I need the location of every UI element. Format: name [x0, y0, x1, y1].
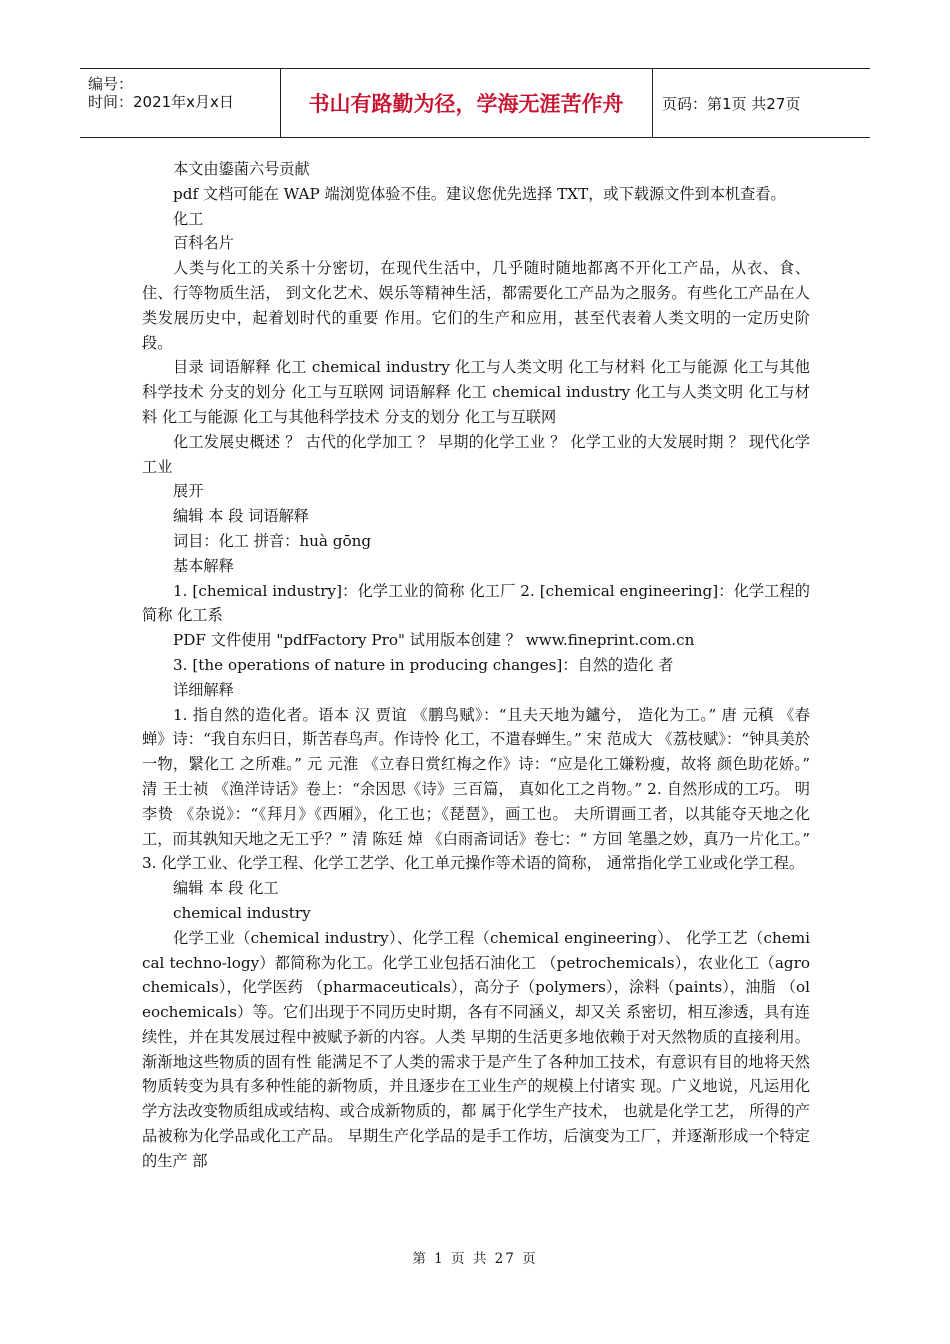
paragraph: PDF 文件使用 "pdfFactory Pro" 试用版本创建 ？ www.fineprint.com.cn: [173, 631, 695, 650]
header-meta-cell: [80, 69, 281, 137]
paragraph: 化工发展史概述 ？ 古代的化学加工 ？ 早期的化学工业 ？ 化学工业的大发展时期 ？ 现代化学工业: [142, 432, 810, 476]
paragraph: 1. 指自然的造化者。语本 汉 贾谊 《鹏鸟赋》：“且夫天地为鑪兮， 造化为工。” 唐 元稹 《春蝉》诗：“我自东归日，斯苦春鸟声。作诗怜 化工，不遣春蝉生。” 宋 范成大 《荔枝赋》：“钟具美於一物，繄化工 之所难。” 元 元淮 《立春日赏红梅之作》诗：“应是化工嫌粉瘦，故将 颜色助花娇。” 清 王士祯 《渔洋诗话》卷上：“余因思《诗》三百篇， 真如化工之肖物。” 2. 自然形成的工巧。 明李贽 《杂说》：“《拜月》《西厢》，化工也；《琵琶》，画工也。 夫所谓画工者，以其能夺天地之化工，而其孰知天地之无工乎？” 清 陈廷 焯 《白雨斋词话》卷七：“ 方回 笔墨之妙，真乃一片化工。” 3. 化学工业、化学工程、化学工艺学、化工单元操作等术语的简称， 通常指化学工业或化学工程。: [142, 705, 810, 873]
paragraph: pdf 文档可能在 WAP 端浏览体验不佳。建议您优先选择 TXT，或下载源文件到本机查看。: [173, 184, 786, 203]
paragraph: 人类与化工的关系十分密切，在现代生活中，几乎随时随地都离不开化工产品，从衣、食、住、行等物质生活， 到文化艺术、娱乐等精神生活，都需要化工产品为之服务。有些化工产品在人类发展历史中，起着划时代的重要 作用。它们的生产和应用，甚至代表着人类文明的一定历史阶段。: [142, 259, 810, 352]
paragraph: 3. [the operations of nature in producing changes]：自然的造化 者: [173, 655, 674, 674]
paragraph: chemical industry: [173, 903, 311, 922]
section-heading: 编辑 本 段 化工: [173, 879, 279, 898]
header-motto: 书山有路勤为径，学海无涯苦作舟: [280, 69, 653, 137]
paragraph: 目录 词语解释 化工 chemical industry 化工与人类文明 化工与材料 化工与能源 化工与其他科学技术 分支的划分 化工与互联网 词语解释 化工 chemical industry 化工与人类文明 化工与材料 化工与能源 化工与其他科学技术 分支的划分 化工与互联网: [142, 358, 810, 426]
page-header: [80, 68, 870, 138]
paragraph: 词目：化工 拼音：huà gōng: [173, 531, 372, 550]
paragraph: 基本解释: [173, 556, 234, 575]
paragraph: 1. [chemical industry]：化学工业的简称 化工厂 2. [chemical engineering]：化学工程的简称 化工系: [142, 581, 810, 625]
paragraph: 详细解释: [173, 680, 234, 699]
paragraph: 展开: [173, 482, 204, 501]
paragraph: 百科名片: [173, 234, 234, 253]
document-body: [142, 157, 810, 1174]
document-date: 时间：2021年x月x日: [88, 93, 234, 111]
paragraph: 本文由鎏菌六号贡献: [173, 160, 310, 178]
section-heading: 编辑 本 段 词语解释: [173, 507, 309, 526]
paragraph: 化工: [173, 209, 204, 228]
page-footer: 第 1 页 共 27 页: [412, 1251, 538, 1267]
paragraph: 化学工业（chemical industry）、化学工程（chemical engineering）、 化学工艺（chemical techno-logy）都简称为化工。化学工业包括石油化工 （petrochemicals），农业化工（agrochemicals），化学医药 （pharmaceuticals），高分子（polymers），涂料（paints），油脂 （oleochemicals）等。它们出现于不同历史时期，各有不同涵义，却又关 系密切，相互渗透，具有连续性，并在其发展过程中被赋予新的内容。人类 早期的生活更多地依赖于对天然物质的直接利用。渐渐地这些物质的固有性 能满足不了人类的需求于是产生了各种加工技术，有意识有目的地将天然 物质转变为具有多种性能的新物质，并且逐步在工业生产的规模上付诸实 现。广义地说，凡运用化学方法改变物质组成或结构、或合成新物质的，都 属于化学生产技术， 也就是化学工艺， 所得的产品被称为化学品或化工产品。 早期生产化学品的是手工作坊，后演变为工厂，并逐渐形成一个特定的生产 部: [142, 928, 810, 1170]
document-number-label: 编号：: [88, 75, 134, 93]
header-page-info: 页码：第1页 共27页: [662, 94, 801, 113]
